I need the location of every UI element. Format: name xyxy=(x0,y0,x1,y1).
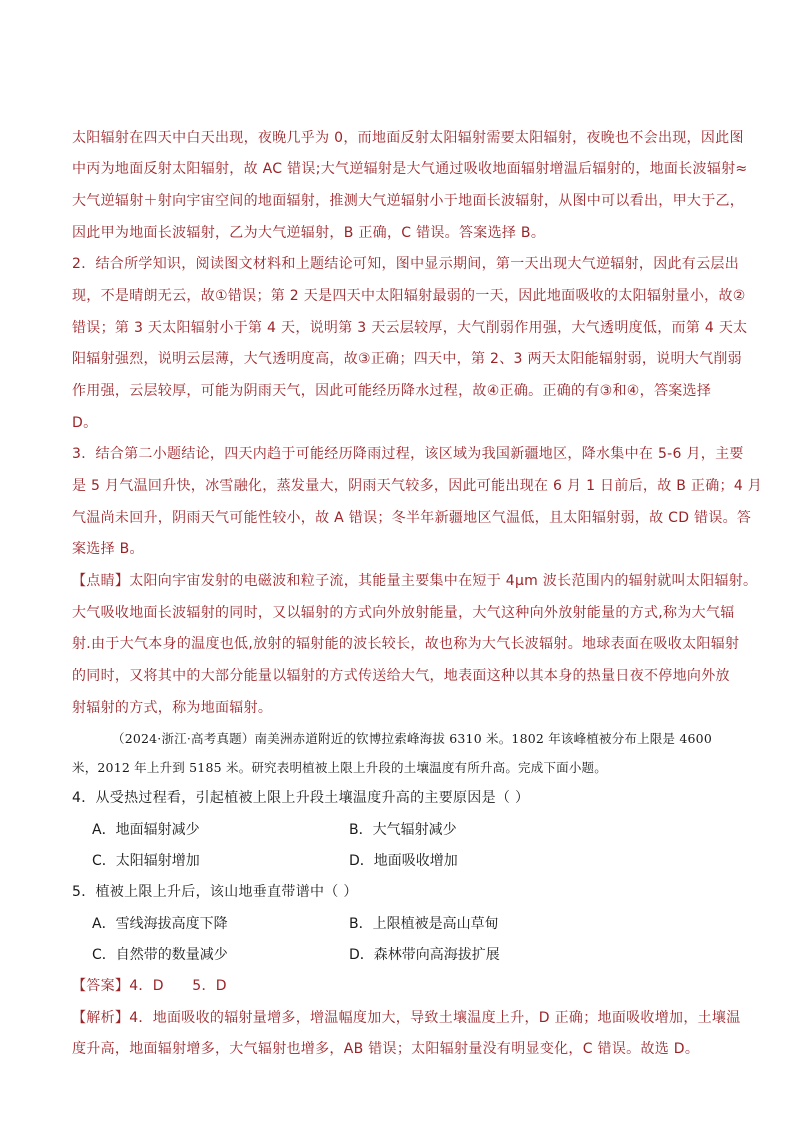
analysis-line: 度升高，地面辐射增多，大气辐射也增多，AB 错误；太阳辐射量没有明显变化，C 错误。故选 D。 xyxy=(72,1041,700,1057)
q5-option-b: B．上限植被是高山草甸 xyxy=(349,916,499,932)
key-point-line: 射辐射的方式，称为地面辐射。 xyxy=(72,700,273,716)
q4-option-b: B．大气辐射减少 xyxy=(349,822,457,838)
explanation-line: 案选择 B。 xyxy=(72,541,144,557)
explanation-line: 中丙为地面反射太阳辐射，故 AC 错误;大气逆辐射是大气通过吸收地面辐射增温后辐射的，地面长波辐射≈ xyxy=(72,161,748,177)
key-point-line: 的同时，又将其中的大部分能量以辐射的方式传送给大气，地表面这种以其本身的热量日夜不停地向外放 xyxy=(72,668,730,684)
q4-option-c: C．太阳辐射增加 xyxy=(92,853,200,869)
explanation-line: D。 xyxy=(72,415,98,431)
question-5-stem: 5．植被上限上升后，该山地垂直带谱中（ ） xyxy=(72,884,358,900)
q4-option-a: A．地面辐射减少 xyxy=(92,822,200,838)
explanation-line: 现，不是晴朗无云，故①错误；第 2 天是四天中太阳辐射最弱的一天，因此地面吸收的太阳辐射量小，故② xyxy=(72,288,746,304)
explanation-line: 错误；第 3 天太阳辐射小于第 4 天，说明第 3 天云层较厚，大气削弱作用强，大气透明度低，而第 4 天太 xyxy=(72,320,748,336)
key-point-line: 【点睛】太阳向宇宙发射的电磁波和粒子流，其能量主要集中在短于 4μm 波长范围内的辐射就叫太阳辐射。 xyxy=(72,573,758,589)
question-4-stem: 4．从受热过程看，引起植被上限上升段土壤温度升高的主要原因是（ ） xyxy=(72,790,530,806)
explanation-line: 阳辐射强烈，说明云层薄，大气透明度高，故③正确；四天中，第 2、3 两天太阳能辐射弱，说明大气削弱 xyxy=(72,351,742,367)
explanation-line: 大气逆辐射＋射向宇宙空间的地面辐射，推测大气逆辐射小于地面长波辐射，从图中可以看出，甲大于乙， xyxy=(72,193,745,209)
q4-option-d: D．地面吸收增加 xyxy=(349,853,458,869)
question-stem-line: 米，2012 年上升到 5185 米。研究表明植被上限上升段的土壤温度有所升高。完成下面小题。 xyxy=(72,760,607,775)
explanation-line: 3．结合第二小题结论，四天内趋于可能经历降雨过程，该区域为我国新疆地区，降水集中在 5-6 月，主要 xyxy=(72,446,744,462)
q5-option-d: D．森林带向高海拔扩展 xyxy=(349,947,500,963)
question-stem-line: （2024·浙江·高考真题）南美洲赤道附近的钦博拉索峰海拔 6310 米。1802 年该峰植被分布上限是 4600 xyxy=(112,731,712,746)
explanation-line: 2．结合所学知识，阅读图文材料和上题结论可知，图中显示期间，第一天出现大气逆辐射，因此有云层出 xyxy=(72,256,740,272)
key-point-line: 射.由于大气本身的温度也低,放射的辐射能的波长较长，故也称为大气长波辐射。地球表面在吸收太阳辐射 xyxy=(72,636,740,652)
key-point-line: 大气吸收地面长波辐射的同时，又以辐射的方式向外放射能量，大气这种向外放射能量的方式,称为大气辐 xyxy=(72,605,735,621)
answer-line: 【答案】4．D 5．D xyxy=(72,978,227,994)
explanation-line: 是 5 月气温回升快，冰雪融化，蒸发量大，阴雨天气较多，因此可能出现在 6 月 1 日前后，故 B 正确；4 月 xyxy=(72,478,763,494)
explanation-line: 气温尚未回升，阴雨天气可能性较小，故 A 错误；冬半年新疆地区气温低，且太阳辐射弱，故 CD 错误。答 xyxy=(72,510,752,526)
q5-option-a: A．雪线海拔高度下降 xyxy=(92,916,228,932)
explanation-line: 作用强，云层较厚，可能为阴雨天气，因此可能经历降水过程，故④正确。正确的有③和④，答案选择 xyxy=(72,383,712,399)
q5-option-c: C．自然带的数量减少 xyxy=(92,947,228,963)
explanation-line: 因此甲为地面长波辐射，乙为大气逆辐射，B 正确，C 错误。答案选择 B。 xyxy=(72,225,546,241)
explanation-line: 太阳辐射在四天中白天出现，夜晚几乎为 0，而地面反射太阳辐射需要太阳辐射，夜晚也不会出现，因此图 xyxy=(72,130,744,146)
analysis-line: 【解析】4．地面吸收的辐射量增多，增温幅度加大，导致土壤温度上升，D 正确；地面吸收增加，土壤温 xyxy=(72,1010,741,1026)
